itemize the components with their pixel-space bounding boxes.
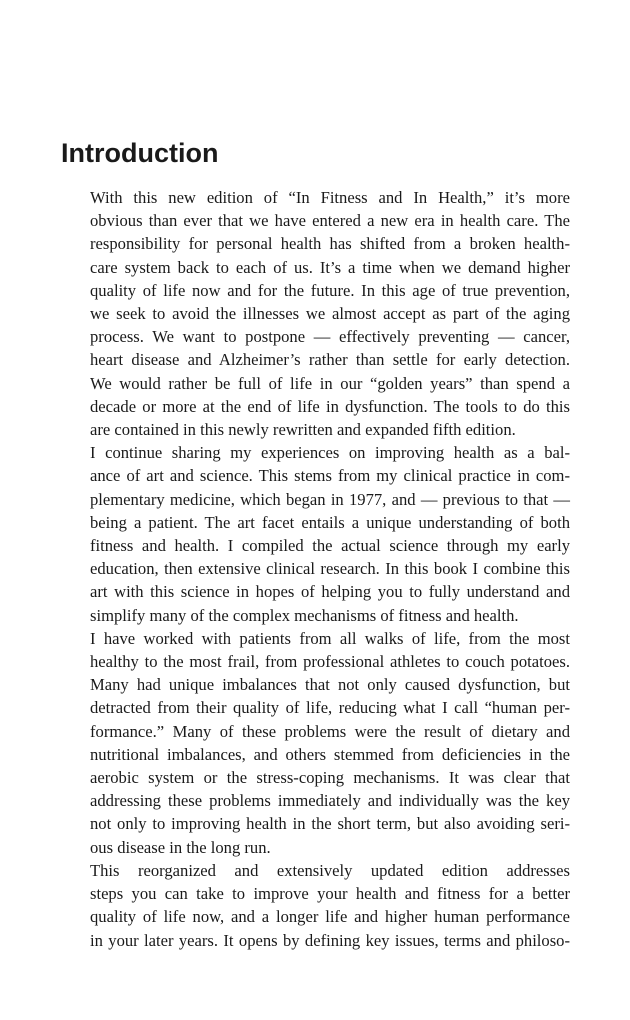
text-line: healthy to the most frail, from professional athletes to couch potatoes. bbox=[90, 652, 570, 672]
text-line: art with this science in hopes of helping you to fully understand and bbox=[90, 582, 570, 602]
text-line: education, then extensive clinical research. In this book I combine this bbox=[90, 559, 570, 579]
text-line: I continue sharing my experiences on improving health as a bal- bbox=[90, 443, 570, 463]
text-line: we seek to avoid the illnesses we almost accept as part of the aging bbox=[90, 304, 570, 324]
text-line: being a patient. The art facet entails a unique understanding of both bbox=[90, 512, 570, 532]
text-line: are contained in this newly rewritten and expanded fifth edition. bbox=[90, 420, 516, 440]
text-line: obvious than ever that we have entered a new era in health care. The bbox=[90, 211, 570, 231]
paragraph-3 bbox=[61, 627, 570, 859]
text-line: We would rather be full of life in our “golden years” than spend a bbox=[90, 373, 570, 393]
text-line: With this new edition of “In Fitness and In Health,” it’s more bbox=[90, 188, 570, 207]
text-line: I have worked with patients from all walks of life, from the most bbox=[90, 628, 570, 648]
text-line: in your later years. It opens by defining key issues, terms and philoso- bbox=[90, 930, 570, 950]
text-line: nutritional imbalances, and others stemmed from deficiencies in the bbox=[90, 744, 570, 764]
text-line: aerobic system or the stress-coping mechanisms. It was clear that bbox=[90, 768, 570, 788]
text-line: detracted from their quality of life, reducing what I call “human per- bbox=[90, 698, 570, 718]
text-line: formance.” Many of these problems were the result of dietary and bbox=[90, 721, 570, 741]
paragraph-1 bbox=[61, 186, 570, 441]
paragraph-4 bbox=[61, 859, 570, 952]
paragraph-2 bbox=[61, 441, 570, 627]
text-line: This reorganized and extensively updated edition addresses bbox=[90, 860, 570, 880]
text-line: heart disease and Alzheimer’s rather than settle for early detection. bbox=[90, 350, 570, 370]
text-line: addressing these problems immediately and individually was the key bbox=[90, 791, 570, 811]
text-line: decade or more at the end of life in dysfunction. The tools to do this bbox=[90, 396, 570, 416]
text-line: not only to improving health in the short term, but also avoiding seri- bbox=[90, 814, 570, 834]
text-line: fitness and health. I compiled the actual science through my early bbox=[90, 536, 570, 556]
chapter-body bbox=[61, 186, 570, 952]
text-line: responsibility for personal health has shifted from a broken health- bbox=[90, 234, 570, 254]
text-line: process. We want to postpone — effectively preventing — cancer, bbox=[90, 327, 570, 347]
text-line: simplify many of the complex mechanisms of fitness and health. bbox=[90, 605, 519, 625]
text-line: Many had unique imbalances that not only caused dysfunction, but bbox=[90, 675, 570, 695]
chapter-title: Introduction bbox=[61, 138, 219, 168]
text-line: plementary medicine, which began in 1977, and — previous to that — bbox=[90, 489, 570, 509]
text-line: care system back to each of us. It’s a time when we demand higher bbox=[90, 257, 570, 277]
text-line: quality of life now and for the future. In this age of true prevention, bbox=[90, 280, 570, 300]
text-line: steps you can take to improve your health and fitness for a better bbox=[90, 884, 570, 904]
text-line: ance of art and science. This stems from my clinical practice in com- bbox=[90, 466, 570, 486]
text-line: ous disease in the long run. bbox=[90, 837, 271, 857]
text-line: quality of life now, and a longer life and higher human performance bbox=[90, 907, 570, 927]
